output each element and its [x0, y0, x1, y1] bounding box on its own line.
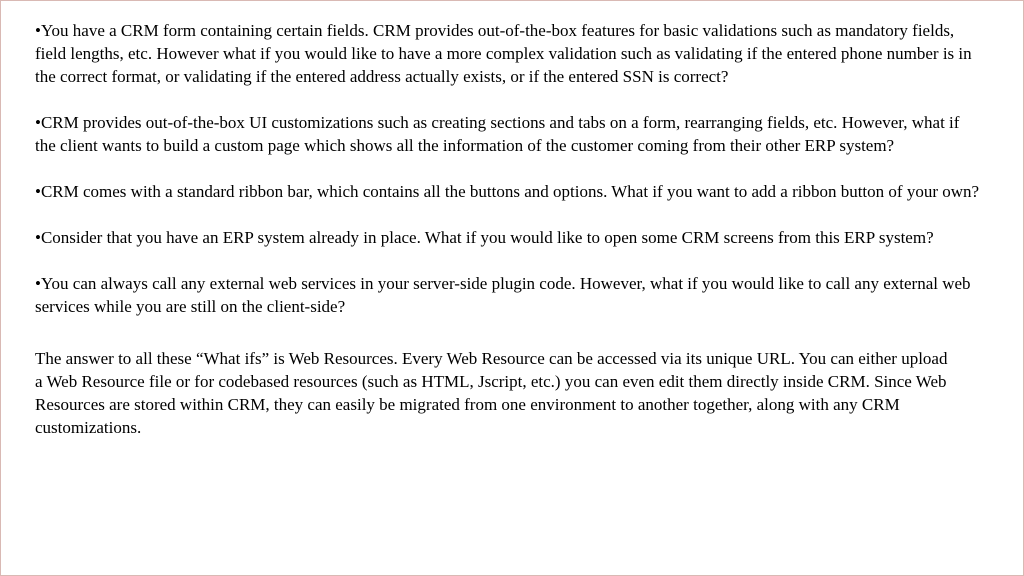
- bullet-erp-screens: •Consider that you have an ERP system already in place. What if you would like to open some CRM screens from this ERP system?: [35, 228, 934, 247]
- bullet-web-services: •You can always call any external web services in your server-side plugin code. However, what if you would like to call any external web services while you are still on the client-side?: [35, 274, 971, 316]
- bullet-ribbon-button: •CRM comes with a standard ribbon bar, which contains all the buttons and options. What if you want to add a ribbon button of your own?: [35, 182, 980, 201]
- bullet-ui-customization: •CRM provides out-of-the-box UI customizations such as creating sections and tabs on a form, rearranging fields, etc. However, what if the client wants to build a custom page which shows all the information of the customer coming from their other ERP system?: [35, 113, 960, 155]
- slide-body: [35, 19, 980, 462]
- bullet-validation: •You have a CRM form containing certain fields. CRM provides out-of-the-box features for basic validations such as mandatory fields, field lengths, etc. However what if you would like to have a more complex validation such as validating if the entered phone number is in the correct format, or validating if the entered address actually exists, or if the entered SSN is correct?: [35, 21, 972, 86]
- answer-paragraph: The answer to all these “What ifs” is Web Resources. Every Web Resource can be accessed via its unique URL. You can either upload a Web Resource file or for codebased resources (such as HTML, Jscript, etc.) you can even edit them directly inside CRM. Since Web Resources are stored within CRM, they can easily be migrated from one environment to another together, along with any CRM customizations.: [35, 349, 948, 437]
